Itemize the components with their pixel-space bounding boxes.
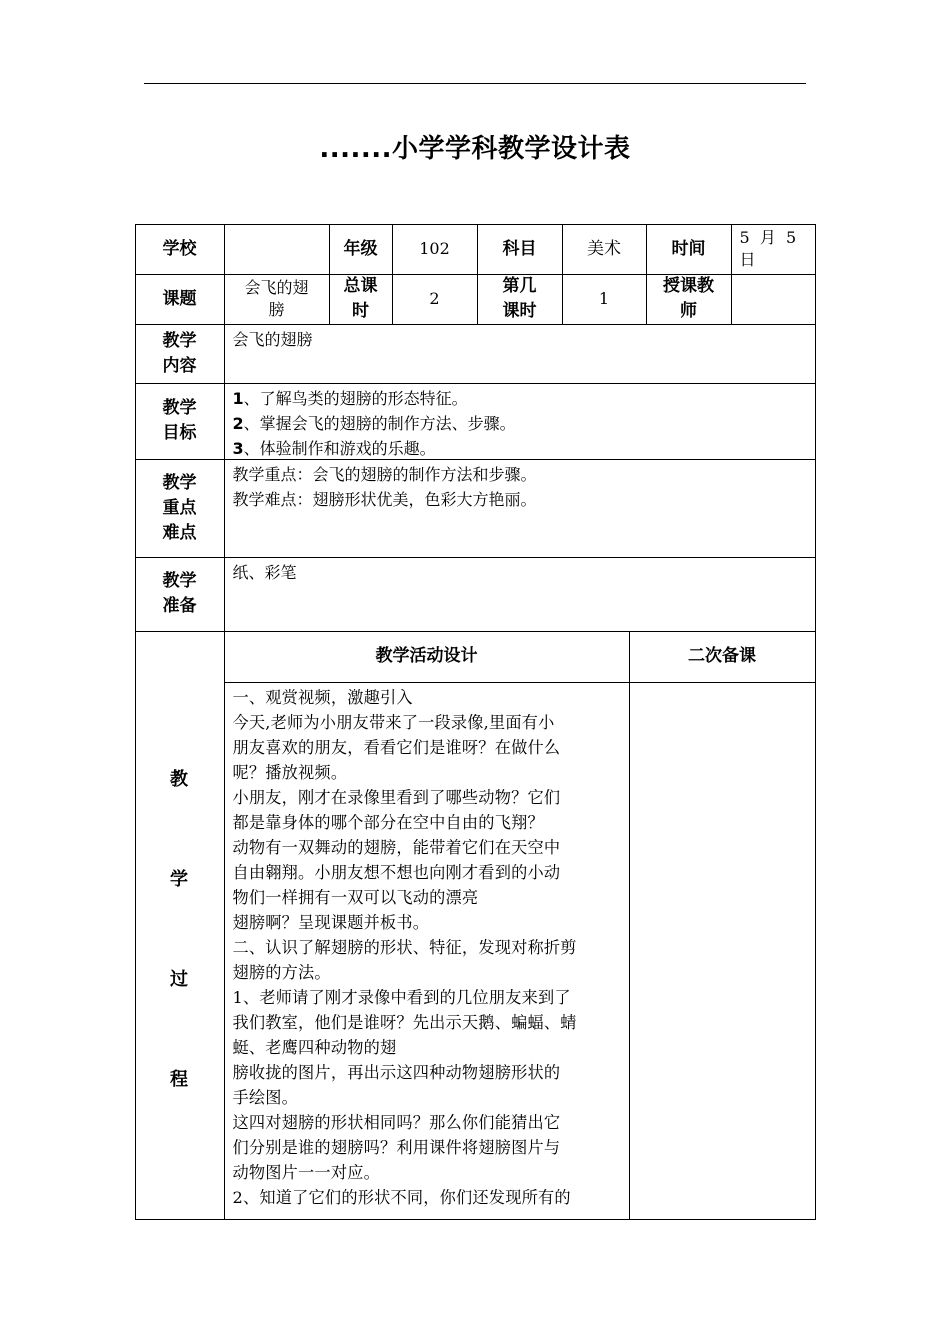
school-value <box>224 224 330 275</box>
topic-value: 会飞的翅 膀 <box>224 274 330 325</box>
goal-item: 1、了解鸟类的翅膀的形态特征。 <box>232 388 468 408</box>
teacher-label: 授课教 师 <box>646 274 732 325</box>
lesson-number-value: 1 <box>562 274 647 325</box>
content-value: 会飞的翅膀 <box>224 324 816 384</box>
activity-design-body: 一、观赏视频，激趣引入 今天,老师为小朋友带来了一段录像,里面有小 朋友喜欢的朋友，看看它们是谁呀？在做什么 呢？播放视频。 小朋友，刚才在录像里看到了哪些动物？它们 都是靠身体的哪个部分在空中自由的飞翔？ 动物有一双舞动的翅膀，能带着它们在天空中 自由翱翔。小朋友想不想也向刚才看到的小动 物们一样拥有一双可以飞动的漂亮 翅膀啊？呈现课题并板书。 二、认识了解翅膀的形状、特征，发现对称折剪 翅膀的方法。 1、老师请了刚才录像中看到的几位朋友来到了 我们教室，他们是谁呀？先出示天鹅、蝙蝠、蜻 蜓、老鹰四种动物的翅 膀收拢的图片，再出示这四种动物翅膀形状的 手绘图。 这四对翅膀的形状相同吗？那么你们能猜出它 们分别是谁的翅膀吗？利用课件将翅膀图片与 动物图片一一对应。 2、知道了它们的形状不同，你们还发现所有的 <box>224 682 630 1220</box>
teacher-value <box>731 274 816 325</box>
header-rule <box>144 83 806 84</box>
subject-label: 科目 <box>477 224 563 275</box>
goal-item: 2、掌握会飞的翅膀的制作方法、步骤。 <box>232 413 516 433</box>
goal-item: 3、体验制作和游戏的乐趣。 <box>232 438 436 458</box>
lesson-number-label: 第几 课时 <box>477 274 563 325</box>
page-title: .......小学学科教学设计表 <box>319 134 631 164</box>
goals-list <box>224 383 816 460</box>
total-hours-value: 2 <box>392 274 478 325</box>
activity-design-header: 教学活动设计 <box>224 631 630 683</box>
topic-label: 课题 <box>135 274 225 325</box>
goals-label: 教学 目标 <box>135 383 225 460</box>
process-label: 教 学 过 程 <box>135 631 225 1220</box>
grade-value: 102 <box>392 224 478 275</box>
second-prep-header: 二次备课 <box>629 631 816 683</box>
key-points-label: 教学 重点 难点 <box>135 459 225 558</box>
time-value: 5 月 5 日 <box>731 224 816 275</box>
subject-value: 美术 <box>562 224 647 275</box>
content-label: 教学 内容 <box>135 324 225 384</box>
key-points-value: 教学重点：会飞的翅膀的制作方法和步骤。 教学难点：翅膀形状优美，色彩大方艳丽。 <box>224 459 816 558</box>
total-hours-label: 总课 时 <box>329 274 393 325</box>
school-label: 学校 <box>135 224 225 275</box>
prep-value: 纸、彩笔 <box>224 557 816 632</box>
grade-label: 年级 <box>329 224 393 275</box>
time-label: 时间 <box>646 224 732 275</box>
second-prep-body <box>629 682 816 1220</box>
prep-label: 教学 准备 <box>135 557 225 632</box>
